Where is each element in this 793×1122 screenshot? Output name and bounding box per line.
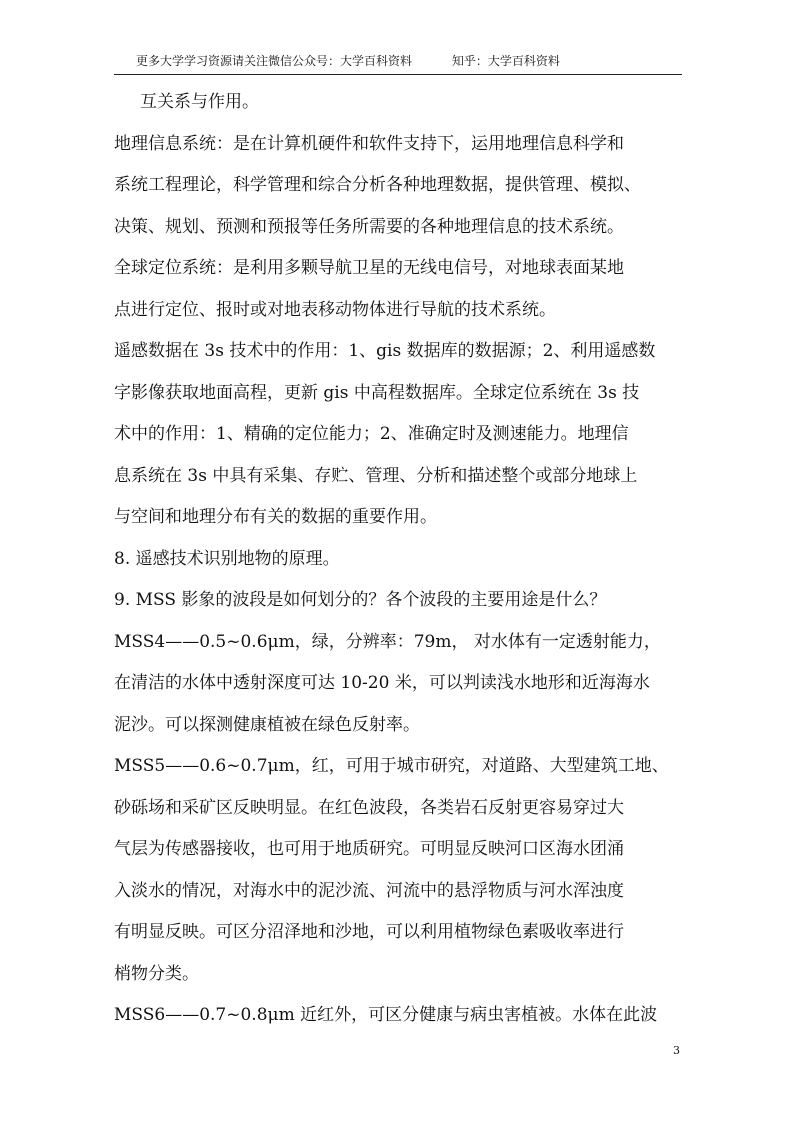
text-line: 砂砾场和采矿区反映明显。在红色波段，各类岩石反射更容易穿过大 <box>114 797 624 818</box>
page-header <box>114 52 679 70</box>
text-line: 遥感数据在 3s 技术中的作用：1、gis 数据库的数据源；2、利用遥感数 <box>114 341 656 361</box>
text-line: 泥沙。可以探测健康植被在绿色反射率。 <box>114 714 420 735</box>
text-line: 9. MSS 影象的波段是如何划分的？各个波段的主要用途是什么？ <box>114 590 607 610</box>
text-line: 字影像获取地面高程，更新 gis 中高程数据库。全球定位系统在 3s 技 <box>114 382 640 403</box>
text-line: 与空间和地理分布有关的数据的重要作用。 <box>114 507 437 527</box>
document-body <box>114 82 684 1037</box>
text-line: 术中的作用：1、精确的定位能力；2、准确定时及测速能力。地理信 <box>114 424 629 444</box>
text-line: 入淡水的情况，对海水中的泥沙流、河流中的悬浮物质与河水浑浊度 <box>114 880 624 901</box>
page-number: 3 <box>673 1044 680 1057</box>
text-line: MSS4——0.5~0.6μm，绿，分辨率：79m， 对水体有一定透射能力， <box>114 631 661 652</box>
header-right-text: 知乎：大学百科资料 <box>451 54 560 68</box>
text-line: 梢物分类。 <box>114 963 199 984</box>
text-line: 点进行定位、报时或对地表移动物体进行导航的技术系统。 <box>114 299 556 320</box>
text-line: 系统工程理论，科学管理和综合分析各种地理数据，提供管理、模拟、 <box>114 175 641 195</box>
text-line: 有明显反映。可区分沼泽地和沙地，可以利用植物绿色素吸收率进行 <box>114 922 624 942</box>
text-line: 全球定位系统：是利用多颗导航卫星的无线电信号，对地球表面某地 <box>114 258 624 278</box>
text-line: 8. 遥感技术识别地物的原理。 <box>114 548 340 569</box>
text-line: 互关系与作用。 <box>140 92 259 112</box>
header-left-text: 更多大学学习资源请关注微信公众号：大学百科资料 <box>136 54 413 68</box>
text-line: 地理信息系统：是在计算机硬件和软件支持下，运用地理信息科学和 <box>114 133 624 154</box>
text-line: 决策、规划、预测和预报等任务所需要的各种地理信息的技术系统。 <box>114 216 624 237</box>
text-line: MSS5——0.6~0.7μm，红，可用于城市研究，对道路、大型建筑工地、 <box>114 756 669 776</box>
header-divider <box>114 74 682 75</box>
text-line: 息系统在 3s 中具有采集、存贮、管理、分析和描述整个或部分地球上 <box>114 465 638 486</box>
text-line: 在清洁的水体中透射深度可达 10-20 米，可以判读浅水地形和近海海水 <box>114 673 650 693</box>
text-line: 气层为传感器接收，也可用于地质研究。可明显反映河口区海水团涌 <box>114 839 624 859</box>
text-line: MSS6——0.7~0.8μm 近红外，可区分健康与病虫害植被。水体在此波 <box>114 1005 658 1025</box>
